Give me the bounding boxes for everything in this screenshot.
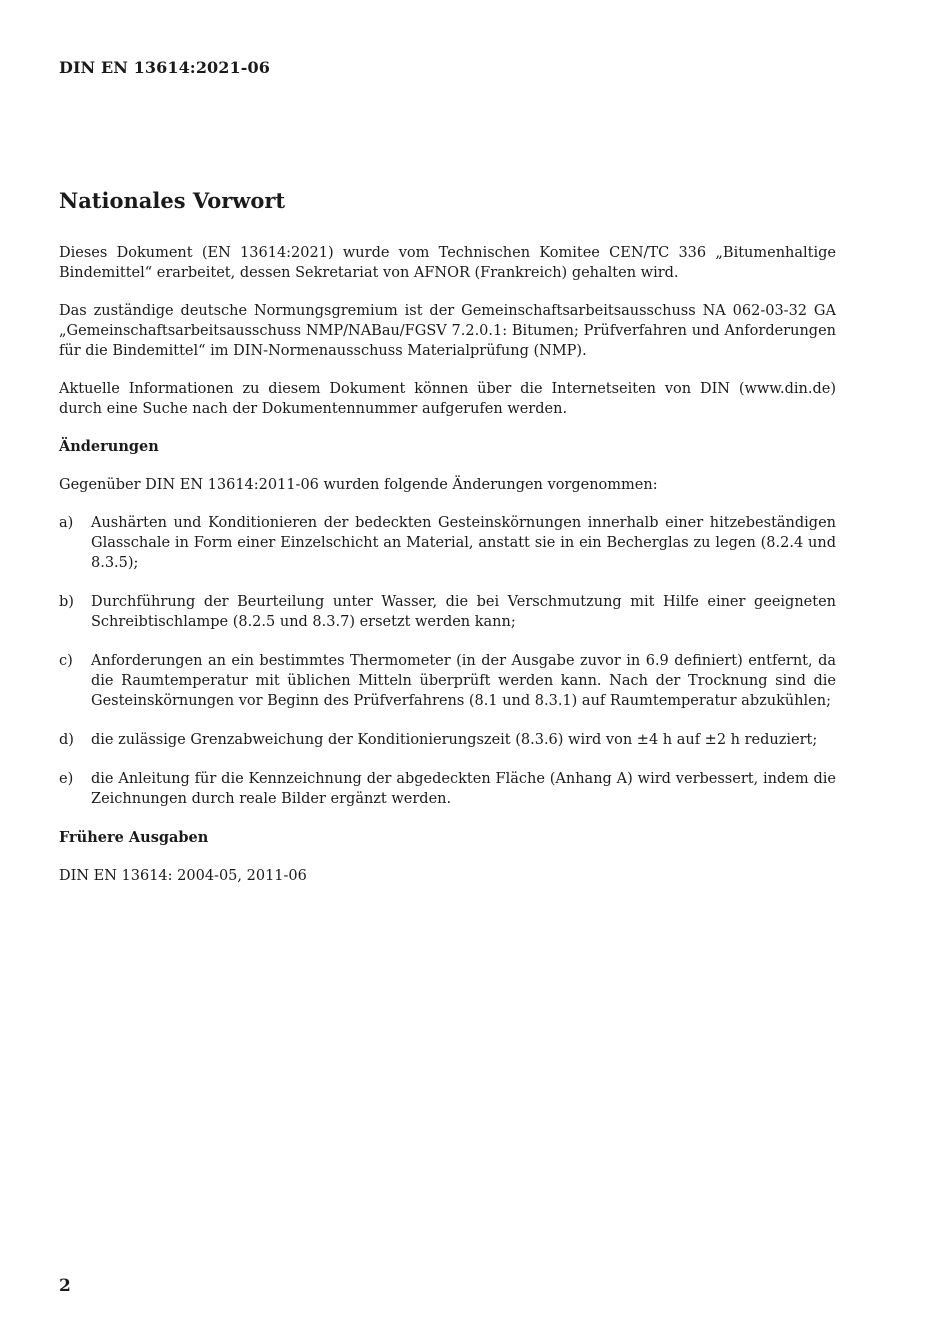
list-item	[59, 769, 836, 809]
paragraph-standards-body: Das zuständige deutsche Normungsgremium ist der Gemeinschaftsarbeitsausschuss NA 062-03-32 GA „Gemeinschaftsarbeitsausschuss NMP/NABau/FGSV 7.2.0.1: Bitumen; Prüfverfahren und Anforderungen für die Bindemittel“ im DIN-Normenausschuss Materialprüfung (NMP).	[59, 303, 836, 359]
list-item-marker: e)	[59, 771, 74, 787]
list-item-marker: c)	[59, 653, 73, 669]
list-item-marker: b)	[59, 594, 74, 610]
list-item-text: Durchführung der Beurteilung unter Wasser, die bei Verschmutzung mit Hilfe einer geeigneten Schreibtischlampe (8.2.5 und 8.3.7) ersetzt werden kann;	[91, 594, 836, 630]
list-item-text: Aushärten und Konditionieren der bedeckten Gesteinskörnungen innerhalb einer hitzebeständigen Glasschale in Form einer Einzelschicht an Material, anstatt sie in ein Becherglas zu legen (8.2.4 und 8.3.5);	[91, 515, 836, 571]
list-item-marker: d)	[59, 732, 74, 748]
changes-intro: Gegenüber DIN EN 13614:2011-06 wurden folgende Änderungen vorgenommen:	[59, 477, 658, 493]
list-item-marker: a)	[59, 515, 74, 531]
list-item	[59, 592, 836, 632]
list-item-text: die Anleitung für die Kennzeichnung der abgedeckten Fläche (Anhang A) wird verbessert, indem die Zeichnungen durch reale Bilder ergänzt werden.	[91, 771, 836, 807]
list-item-text: Anforderungen an ein bestimmtes Thermometer (in der Ausgabe zuvor in 6.9 definiert) entfernt, da die Raumtemperatur mit üblichen Mitteln überprüft werden kann. Nach der Trocknung sind die Gesteinskörnungen vor Beginn des Prüfverfahrens (8.1 und 8.3.1) auf Raumtemperatur abzukühlen;	[91, 653, 836, 709]
main-content	[59, 186, 836, 904]
list-item	[59, 513, 836, 573]
paragraph-information: Aktuelle Informationen zu diesem Dokument können über die Internetseiten von DIN (www.din.de) durch eine Suche nach der Dokumentennummer aufgerufen werden.	[59, 381, 836, 417]
paragraph-committee: Dieses Dokument (EN 13614:2021) wurde vom Technischen Komitee CEN/TC 336 „Bitumenhaltige Bindemittel“ erarbeitet, dessen Sekretariat von AFNOR (Frankreich) gehalten wird.	[59, 245, 836, 281]
list-item	[59, 730, 836, 750]
changes-list	[59, 513, 836, 809]
previous-editions-text: DIN EN 13614: 2004-05, 2011-06	[59, 868, 307, 884]
page-title: Nationales Vorwort	[59, 188, 286, 213]
document-identifier: DIN EN 13614:2021-06	[59, 58, 270, 77]
page-number: 2	[59, 1276, 71, 1296]
list-item	[59, 651, 836, 711]
previous-editions-heading: Frühere Ausgaben	[59, 829, 209, 846]
changes-heading: Änderungen	[59, 438, 159, 455]
list-item-text: die zulässige Grenzabweichung der Konditionierungszeit (8.3.6) wird von ±4 h auf ±2 h reduziert;	[91, 732, 818, 748]
